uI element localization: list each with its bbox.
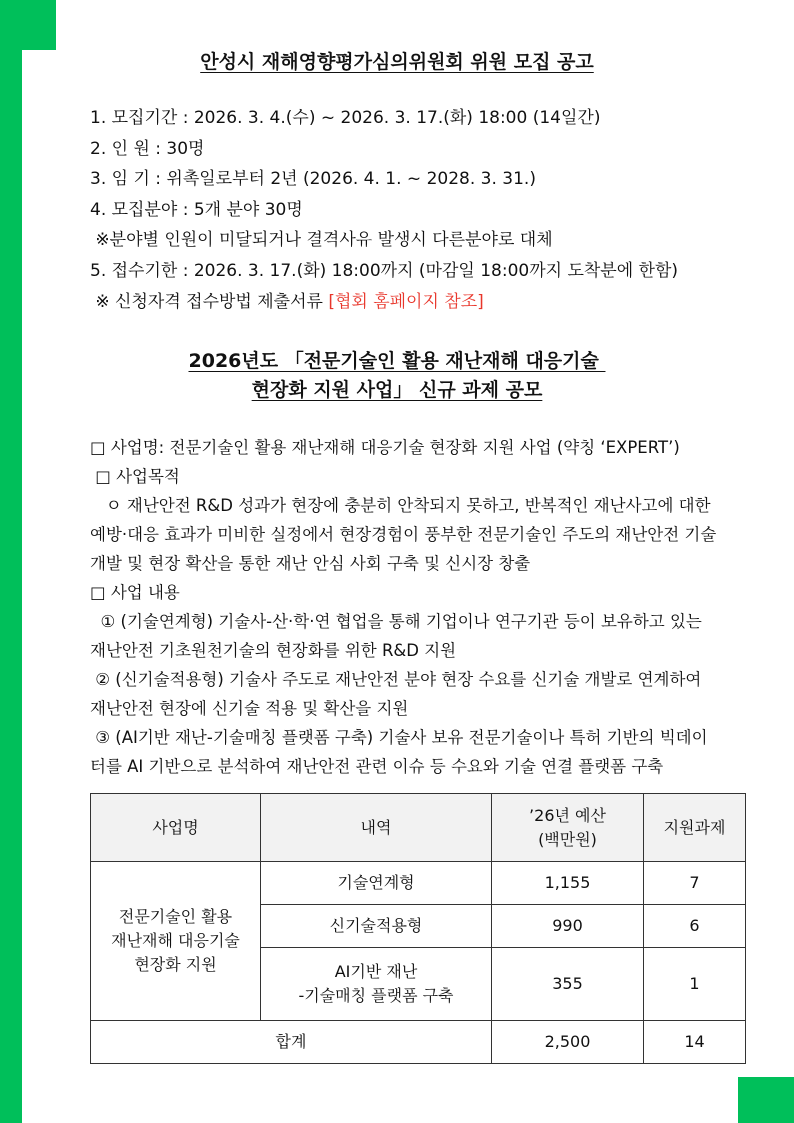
project-title	[0, 347, 794, 405]
total-budget-cell: 2,500	[492, 1021, 644, 1064]
program-name-line: 전문기술인 활용	[118, 907, 233, 926]
notice-details	[90, 103, 678, 317]
budget-cell: 990	[492, 905, 644, 948]
detail-cell	[261, 948, 492, 1021]
notice-line-fields: 4. 모집분야 : 5개 분야 30명	[90, 199, 303, 220]
detail-cell: 신기술적용형	[261, 905, 492, 948]
project-line: ① (기술연계형) 기술사-산·학·연 협업을 통해 기업이나 연구기관 등이 보유하고 있는	[90, 612, 702, 631]
project-line: 예방·대응 효과가 미비한 실정에서 현장경험이 풍부한 전문기술인 주도의 재난안전 기술	[90, 525, 717, 544]
notice-line-count: 2. 인 원 : 30명	[90, 138, 205, 159]
green-corner-bottom-right	[738, 1077, 794, 1123]
homepage-reference-link[interactable]: [협회 홈페이지 참조]	[328, 291, 484, 312]
program-name-line: 재난재해 대응기술	[111, 931, 240, 950]
total-label-cell: 합계	[91, 1021, 492, 1064]
reference-text: ※ 신청자격 접수방법 제출서류	[90, 291, 329, 312]
notice-line-period: 1. 모집기간 : 2026. 3. 4.(수) ~ 2026. 3. 17.(화) 18:00 (14일간)	[90, 108, 601, 128]
project-line: 개발 및 현장 확산을 통한 재난 안심 사회 구축 및 신시장 창출	[90, 554, 531, 573]
project-title-line2: 현장화 지원 사업」 신규 과제 공모	[251, 379, 543, 401]
detail-line: -기술매칭 플랫폼 구축	[298, 986, 454, 1005]
total-row	[91, 1021, 746, 1064]
header-budget	[492, 794, 644, 862]
green-sidebar-bar	[0, 0, 22, 1123]
tasks-cell: 6	[644, 905, 746, 948]
notice-line-deadline: 5. 접수기한 : 2026. 3. 17.(화) 18:00까지 (마감일 18:00까지 도착분에 한함)	[90, 260, 679, 281]
green-corner-top-left	[0, 0, 56, 50]
tasks-cell: 1	[644, 948, 746, 1021]
project-title-line1: 2026년도 「전문기술인 활용 재난재해 대응기술	[188, 350, 606, 372]
project-line: ③ (AI기반 재난-기술매칭 플랫폼 구축) 기술사 보유 전문기술이나 특허 기반의 빅데이	[90, 728, 708, 747]
header-budget-line1: ’26년 예산	[529, 805, 606, 825]
project-line: 재난안전 현장에 신기술 적용 및 확산을 지원	[90, 699, 409, 718]
detail-line: AI기반 재난	[334, 962, 418, 981]
project-line: 재난안전 기초원천기술의 현장화를 위한 R&D 지원	[90, 641, 457, 660]
budget-cell: 355	[492, 948, 644, 1021]
project-line: 터를 AI 기반으로 분석하여 재난안전 관련 이슈 등 수요와 기술 연결 플랫폼 구축	[90, 757, 664, 776]
notice-line-note: ※분야별 인원이 미달되거나 결격사유 발생시 다른분야로 대체	[90, 230, 553, 251]
header-detail: 내역	[261, 794, 492, 862]
header-program: 사업명	[91, 794, 261, 862]
project-line: □ 사업명: 전문기술인 활용 재난재해 대응기술 현장화 지원 사업 (약칭 ‘EXPERT’)	[90, 438, 680, 457]
project-body	[90, 433, 740, 781]
table-row	[91, 862, 746, 905]
notice-line-reference	[90, 287, 678, 318]
notice-line-term: 3. 임 기 : 위촉일로부터 2년 (2026. 4. 1. ~ 2028. 3. 31.)	[90, 169, 536, 190]
detail-cell: 기술연계형	[261, 862, 492, 905]
table-header-row	[91, 794, 746, 862]
program-name-line: 현장화 지원	[134, 955, 217, 974]
header-tasks: 지원과제	[644, 794, 746, 862]
project-line: ㅇ 재난안전 R&D 성과가 현장에 충분히 안착되지 못하고, 반복적인 재난사고에 대한	[90, 496, 711, 515]
project-line: ② (신기술적용형) 기술사 주도로 재난안전 분야 현장 수요를 신기술 개발로 연계하여	[90, 670, 702, 689]
project-line: □ 사업 내용	[90, 583, 180, 602]
notice-title: 안성시 재해영향평가심의위원회 위원 모집 공고	[200, 51, 594, 73]
project-line: □ 사업목적	[90, 467, 180, 486]
total-tasks-cell: 14	[644, 1021, 746, 1064]
header-budget-line2: (백만원)	[538, 829, 597, 849]
budget-table	[90, 793, 746, 1064]
program-name-cell	[91, 862, 261, 1021]
tasks-cell: 7	[644, 862, 746, 905]
budget-cell: 1,155	[492, 862, 644, 905]
